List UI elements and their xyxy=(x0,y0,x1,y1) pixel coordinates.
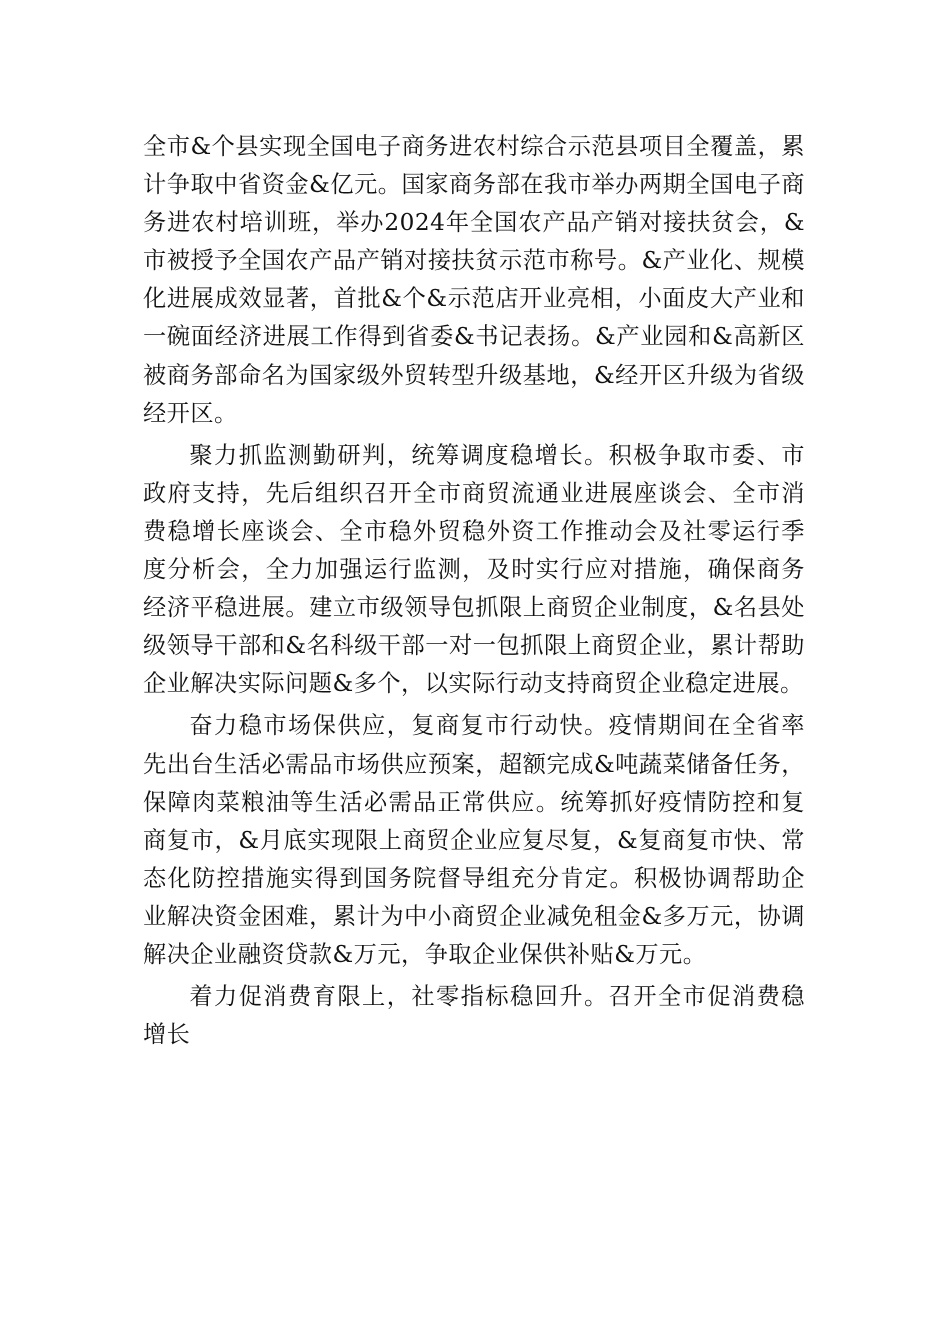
paragraph-2: 聚力抓监测勤研判，统筹调度稳增长。积极争取市委、市政府支持，先后组织召开全市商贸流通业进展座谈会、全市消费稳增长座谈会、全市稳外贸稳外资工作推动会及社零运行季度分析会，全力加强运行监测，及时实行应对措施，确保商务经济平稳进展。建立市级领导包抓限上商贸企业制度，&名县处级领导干部和&名科级干部一对一包抓限上商贸企业，累计帮助企业解决实际问题&多个，以实际行动支持商贸企业稳定进展。 xyxy=(143,441,805,698)
document-page xyxy=(143,128,805,1054)
paragraph-4: 着力促消费育限上，社零指标稳回升。召开全市促消费稳增长 xyxy=(143,983,805,1049)
paragraph-3: 奋力稳市场保供应，复商复市行动快。疫情期间在全省率先出台生活必需品市场供应预案，超额完成&吨蔬菜储备任务，保障肉菜粮油等生活必需品正常供应。统筹抓好疫情防控和复商复市，&月底实现限上商贸企业应复尽复，&复商复市快、常态化防控措施实得到国务院督导组充分肯定。积极协调帮助企业解决资金困难，累计为中小商贸企业减免租金&多万元，协调解决企业融资贷款&万元，争取企业保供补贴&万元。 xyxy=(143,712,805,968)
paragraph-1: 全市&个县实现全国电子商务进农村综合示范县项目全覆盖，累计争取中省资金&亿元。国家商务部在我市举办两期全国电子商务进农村培训班，举办2024年全国农产品产销对接扶贫会，&市被授予全国农产品产销对接扶贫示范市称号。&产业化、规模化进展成效显著，首批&个&示范店开业亮相，小面皮大产业和一碗面经济进展工作得到省委&书记表扬。&产业园和&高新区被商务部命名为国家级外贸转型升级基地，&经开区升级为省级经开区。 xyxy=(143,133,805,427)
